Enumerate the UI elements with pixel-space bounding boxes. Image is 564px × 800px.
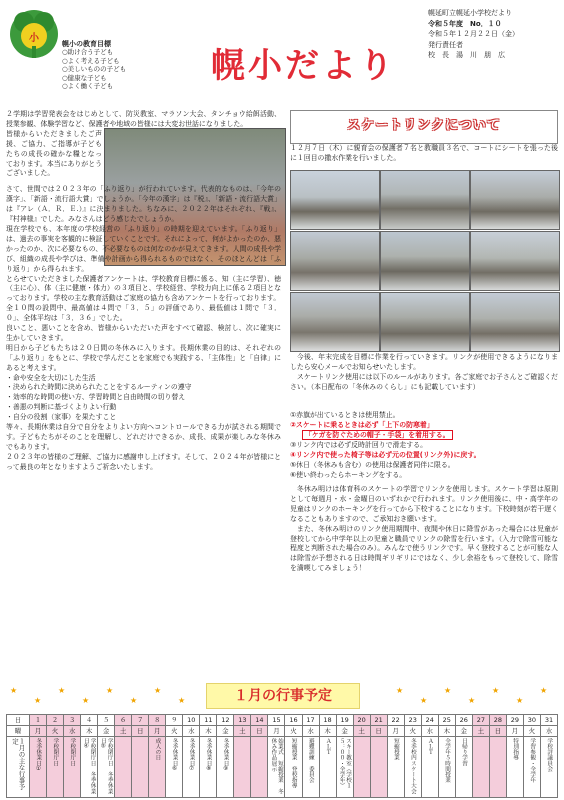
calendar-event-text: 冬季休業日⑥ — [171, 738, 178, 772]
star-decoration: ★ — [516, 696, 524, 705]
calendar-header-weekday: 曜 — [7, 726, 30, 737]
calendar-event-cell — [506, 737, 523, 798]
calendar-weekday: 木 — [81, 726, 98, 737]
calendar-weekday: 金 — [336, 726, 353, 737]
calendar-event-cell — [404, 737, 421, 798]
rule-item — [290, 440, 558, 450]
calendar-weekday: 火 — [166, 726, 183, 737]
title-char: だ — [285, 46, 319, 86]
events-title: １月の行事予定 — [206, 683, 360, 709]
calendar-event-cell — [47, 737, 64, 798]
rule-item: ⑥使い終わったらホーキングをする。 — [290, 471, 407, 479]
title-char: り — [359, 46, 393, 86]
calendar-weekday: 日 — [370, 726, 387, 737]
publisher-label: 発行責任者 — [428, 40, 463, 49]
star-decoration: ★ — [10, 686, 18, 695]
calendar-event-text: スキー教室（学校１５：００・全学年） — [338, 738, 352, 789]
calendar-event-text: 学習参観・全学年 — [529, 738, 536, 783]
paragraph: また、冬休み明けのリンク使用期間中、夜間や休日に降雪があった場合には児童が登校してから中学年以上の児童と職員でリンクの除雪を行います。（入力で除雪可能な程度と判断された場合のみ）。みんなで使うリンクです。早く登校することが可能な人は除雪が予想される日は時間ギリギリにではなく、少し余裕をもって登校して、除雪を満喫してみましょう！ — [290, 524, 558, 573]
calendar-day-number: 26 — [455, 715, 472, 726]
school-name: 幌延町立幌延小学校だより — [428, 9, 512, 17]
calendar-event-cell — [30, 737, 47, 798]
calendar-day-number: 12 — [217, 715, 234, 726]
calendar-weekday: 木 — [319, 726, 336, 737]
skate-notes — [290, 485, 558, 574]
calendar-event-cell — [353, 737, 370, 798]
calendar-weekday: 土 — [115, 726, 132, 737]
calendar-event-cell — [285, 737, 302, 798]
skate-photo — [380, 170, 470, 230]
calendar-weekday: 火 — [404, 726, 421, 737]
calendar-day-number: ４ — [81, 715, 98, 726]
title-char: よ — [322, 46, 356, 86]
calendar-weekday: 日 — [132, 726, 149, 737]
calendar-event-text: 冬季休業日① — [35, 738, 42, 772]
star-decoration: ★ — [178, 696, 186, 705]
rule-item — [290, 460, 558, 470]
calendar-day-number: ６ — [115, 715, 132, 726]
skate-photo — [290, 231, 380, 291]
skate-photo — [470, 292, 560, 352]
rule-item — [290, 450, 558, 460]
calendar-day-number: 24 — [421, 715, 438, 726]
principal-name: 校 長 湯 川 朋 広 — [428, 51, 505, 59]
paragraph: ２学期は学習発表会をはじめとして、防災教室、マラソン大会、タンチョウ給餌活動、授業参観、体験学習など、保護者や地域の皆様には大変お世話になりました。 — [6, 110, 281, 128]
calendar-event-text: 学校閉庁日 冬季休業日⑤ — [100, 738, 113, 794]
education-goals — [62, 40, 126, 90]
calendar-weekday: 月 — [268, 726, 285, 737]
star-decoration: ★ — [106, 686, 114, 695]
issue-number: 令和５年度 No．１０ — [428, 19, 502, 28]
calendar-event-cell — [132, 737, 149, 798]
list-item: ・決められた時間に決められたことをするルーティンの遵守 — [6, 383, 192, 392]
calendar-weekday-row — [7, 726, 558, 737]
calendar-weekday: 水 — [540, 726, 557, 737]
paragraph: 全１０問の設問中、最高値は４問で「３．５」の評価であり、最低値は１問で「３．０」、全体平均は「３．３６」でした。 — [6, 304, 281, 323]
calendar-event-cell — [251, 737, 268, 798]
calendar-day-number: ９ — [166, 715, 183, 726]
calendar-weekday: 日 — [251, 726, 268, 737]
calendar-day-number: 19 — [336, 715, 353, 726]
calendar-weekday: 土 — [234, 726, 251, 737]
calendar-day-number: 31 — [540, 715, 557, 726]
calendar-event-text: 冬季休業日⑨ — [222, 738, 229, 772]
calendar-day-number: 10 — [183, 715, 200, 726]
calendar-day-number: 11 — [200, 715, 217, 726]
calendar-day-number: 17 — [302, 715, 319, 726]
calendar-day-number: ２ — [47, 715, 64, 726]
calendar-event-cell — [268, 737, 285, 798]
calendar-weekday: 金 — [217, 726, 234, 737]
paragraph: 今後、年末完成を目標に作業を行っていきます。リンクが使用できるようになりましたら安心メールでお知らせいたします。 — [290, 353, 558, 371]
calendar-event-cell — [387, 737, 404, 798]
paragraph: 現在学校でも、本年度の学校経営の「ふり返り」の時期を迎えています。「ふり返り」は、過去の事実を客観的に検証していくことです。それによって、何がよかったのか、悪かったのか、次に必要なもの、不必要なものは何なのかが見えてきます。人間の成長や学び、組織の成長や学びは、準備や計画から得られるものではなく、そのほとんどは「ふり返り」から得られます。 — [6, 224, 281, 273]
calendar-day-number: 21 — [370, 715, 387, 726]
rule-item: ①赤旗が出ているときは使用禁止。 — [290, 411, 400, 419]
goals-title: 幌小の教育目標 — [62, 40, 111, 48]
paragraph: ２０２３年の皆様のご理解、ご協力に感謝申し上げます。そして、２０２４年が皆様にとって最良の年となりますようご祈念いたします。 — [6, 452, 281, 471]
goal-item: ○よく働く子ども — [62, 82, 114, 91]
skate-photo — [290, 170, 380, 230]
calendar-event-cell — [421, 737, 438, 798]
calendar-weekday: 火 — [47, 726, 64, 737]
calendar-weekday: 火 — [523, 726, 540, 737]
school-emblem-logo — [6, 6, 62, 62]
publication-info — [428, 8, 519, 61]
star-decoration: ★ — [420, 696, 428, 705]
calendar-event-cell — [455, 737, 472, 798]
calendar-event-cell — [166, 737, 183, 798]
calendar-event-cell — [438, 737, 455, 798]
calendar-day-number: ８ — [149, 715, 166, 726]
calendar-weekday: 日 — [489, 726, 506, 737]
calendar-day-number: 30 — [523, 715, 540, 726]
calendar-event-text: 特別指導 — [512, 738, 519, 761]
title-char: 小 — [248, 46, 282, 86]
paragraph: 明日から子どもたちは２０日間の冬休みに入ります。長期休業の目的は、それぞれの「ふり返り」をもとに、学校で学んだことを家庭でも実践する、「主体性」と「自律」にあると考えます。 — [6, 343, 281, 372]
calendar-event-text: 学校閉庁日 — [52, 738, 59, 766]
calendar-event-cell — [115, 737, 132, 798]
star-decoration: ★ — [58, 686, 66, 695]
calendar-event-cell — [319, 737, 336, 798]
rule-item — [290, 430, 558, 440]
paragraph: 良いこと、悪いことを含め、皆様からいただいた声をすべて確認、検討し、次に確実に生かしていきます。 — [6, 324, 281, 342]
calendar-event-text: 避難訓練 委員会 — [307, 738, 314, 783]
paragraph: とらせていただきました保護者アンケートは、学校教育目標に係る、知（主に学習）、徳（主に心）、体（主に健康・体力）の３項目と、学校経営、学校力向上に係る２項目となっております。学校の主な教育活動はご家庭の協力も含めアンケートを行っております。 — [6, 274, 281, 303]
calendar-weekday: 金 — [98, 726, 115, 737]
calendar-event-text: ＡＬＴ — [426, 738, 433, 755]
star-decoration: ★ — [34, 696, 42, 705]
paragraph: 等々、長期休業は自分で自分をよりよい方向へコントロールできる力が試される期間です。子どもたちがそのことを理解し、どれだけできるか、成長、成果が楽しみな冬休みでもあります。 — [6, 423, 281, 451]
calendar-event-text: 短縮授業 — [392, 738, 399, 761]
skate-photo — [470, 170, 560, 230]
calendar-weekday: 水 — [64, 726, 81, 737]
calendar-event-text: 全学年５時間授業 — [444, 738, 451, 783]
calendar-day-number: 25 — [438, 715, 455, 726]
rule-text: ②スケートに乗るときは必ず「上下の防寒着」 — [290, 421, 434, 429]
star-decoration: ★ — [154, 686, 162, 695]
skate-photo — [290, 292, 380, 352]
list-item: ・善悪の判断に基づくよりよい行動 — [6, 403, 117, 412]
calendar-day-number: 18 — [319, 715, 336, 726]
title-char: 幌 — [211, 46, 245, 86]
calendar-day-number: 14 — [251, 715, 268, 726]
calendar-day-number: ３ — [64, 715, 81, 726]
calendar-weekday: 土 — [472, 726, 489, 737]
calendar-event-cell — [234, 737, 251, 798]
calendar-day-number: 29 — [506, 715, 523, 726]
calendar-event-cell — [217, 737, 234, 798]
calendar-event-text: 始業式 短縮授業 冬休み作品展示 — [270, 738, 283, 794]
calendar-weekday: 水 — [183, 726, 200, 737]
calendar-event-text: 成人の日 — [154, 738, 161, 761]
goal-item: ○よく考える子ども — [62, 56, 120, 65]
rule-text: ③リンク内では必ず反時計回りで滑走する。 — [290, 441, 427, 449]
issue-date: 令和５年１２月２２日（金） — [428, 30, 519, 38]
calendar-event-text: 冬季休業日⑧ — [205, 738, 212, 772]
skate-body — [290, 353, 558, 393]
goal-item: ○美しいものの子ども — [62, 65, 127, 74]
rule-item — [290, 420, 558, 430]
calendar-weekday: 月 — [149, 726, 166, 737]
star-decoration: ★ — [540, 686, 548, 695]
calendar-event-row — [7, 737, 558, 798]
list-item: ・命や安全を大切にした生活 — [6, 373, 96, 382]
calendar-event-cell — [81, 737, 98, 798]
calendar-event-cell — [183, 737, 200, 798]
calendar-event-text: 学校評議員会 — [546, 738, 553, 772]
calendar-weekday: 月 — [387, 726, 404, 737]
calendar-weekday: 火 — [285, 726, 302, 737]
calendar-event-cell — [523, 737, 540, 798]
calendar-day-number: 28 — [489, 715, 506, 726]
star-decoration: ★ — [468, 696, 476, 705]
calendar-event-text: 冬季休業日⑦ — [188, 738, 195, 772]
calendar-day-number: １ — [30, 715, 47, 726]
skate-photo — [470, 231, 560, 291]
rule-text: ④リンク内で使った椅子等は必ず元の位置(リンク外)に戻す。 — [290, 451, 481, 459]
star-decoration: ★ — [396, 686, 404, 695]
skate-intro — [290, 144, 558, 164]
paragraph: スケートリンク使用には以下のルールがあります。各ご家庭でお子さんとご確認ください。（本日配布の「冬休みのくらし」にも記載しています） — [290, 372, 558, 391]
calendar-day-number: 22 — [387, 715, 404, 726]
star-decoration: ★ — [130, 696, 138, 705]
calendar-side-label — [7, 737, 30, 798]
calendar-event-cell — [98, 737, 115, 798]
calendar-event-cell — [200, 737, 217, 798]
goal-item: ○健康な子ども — [62, 73, 107, 82]
svg-text:小: 小 — [29, 33, 39, 44]
skate-rules — [290, 410, 558, 480]
skate-rink-heading — [290, 110, 558, 144]
calendar-header-day: 日 — [7, 715, 30, 726]
calendar-event-cell — [302, 737, 319, 798]
goal-item: ○助け合う子ども — [62, 48, 114, 57]
calendar-event-cell — [370, 737, 387, 798]
calendar-weekday: 水 — [302, 726, 319, 737]
side-label-text: １月の主な行事予定 — [11, 738, 26, 790]
rule-text: 「ケガを防ぐための帽子・手袋」を着用する。 — [302, 430, 453, 440]
calendar-event-cell — [472, 737, 489, 798]
list-item: ・効率的な時間の使い方、学習時間と自由時間の切り替え — [6, 393, 186, 402]
calendar-weekday: 土 — [353, 726, 370, 737]
paragraph: 冬休み明けは体育科のスケートの学習でリンクを使用します。スケート学習は原則として毎週月・水・金曜日のいずれかで行われます。リンク使用後に、中・高学年の児童はリンクのホーキングを行ってから下校することになります。下校時刻が若干遅くなることもありますので、ご承知おき願います。 — [290, 485, 558, 523]
principal-message — [6, 110, 281, 473]
calendar-weekday: 水 — [421, 726, 438, 737]
calendar-day-number: 23 — [404, 715, 421, 726]
calendar-day-number: ７ — [132, 715, 149, 726]
calendar-day-number: 15 — [268, 715, 285, 726]
star-decoration: ★ — [82, 696, 90, 705]
calendar-event-text: 冬季校内スケート大会 — [409, 738, 416, 794]
calendar-weekday: 金 — [455, 726, 472, 737]
paragraph: 皆様からいただきましたご声援、ご協力、ご指導が子どもたちの成長の確かな糧となっております。本当にありがとうございました。 — [6, 129, 102, 178]
calendar-weekday: 木 — [200, 726, 217, 737]
skate-photo — [380, 231, 470, 291]
calendar-event-text: ＡＬＴ — [324, 738, 331, 755]
calendar-weekday: 月 — [506, 726, 523, 737]
calendar-day-number: 20 — [353, 715, 370, 726]
calendar-day-number: 27 — [472, 715, 489, 726]
calendar-event-cell — [336, 737, 353, 798]
calendar-event-text: 学校閉庁日 冬季休業日④ — [83, 738, 96, 794]
calendar-event-cell — [64, 737, 81, 798]
calendar-event-cell — [149, 737, 166, 798]
calendar-day-row — [7, 715, 558, 726]
star-decoration: ★ — [444, 686, 452, 695]
calendar-weekday: 木 — [438, 726, 455, 737]
star-decoration: ★ — [492, 686, 500, 695]
skate-photo — [380, 292, 470, 352]
newsletter-title — [210, 38, 396, 98]
calendar-day-number: ５ — [98, 715, 115, 726]
calendar-event-text: 短縮授業 登校指導 — [290, 738, 297, 789]
paragraph: さて、世間では２０２３年の「ふり返り」が行われています。代表的なものは、「今年の漢字」、「新語・流行語大賞」でしょうか。「今年の漢字」は『税』、「新語・流行語大賞」は『アレ（Ａ．Ｒ．Ｅ.）』に決まりました。ちなみに、２０２２年はそれぞれ、『戦』、『村神様』でした。みなさんはどう感じたでしょうか。 — [6, 185, 281, 224]
calendar-event-text: 学校閉庁日 — [69, 738, 76, 766]
calendar-day-number: 16 — [285, 715, 302, 726]
calendar-day-number: 13 — [234, 715, 251, 726]
january-calendar — [6, 714, 558, 798]
paragraph: １２月７日（木）に親育会の保護者７名と教職員３名で、コートにシートを張った後に１回目の撒水作業を行いました。 — [290, 144, 558, 162]
calendar-event-text: 日帰り学習 — [461, 738, 468, 766]
rule-text: ⑤休日（冬休みも含む）の使用は保護者同伴に限る。 — [290, 461, 455, 469]
calendar-event-cell — [489, 737, 506, 798]
skate-title: スケートリンクについて — [347, 118, 501, 133]
calendar-weekday: 月 — [30, 726, 47, 737]
calendar-event-cell — [540, 737, 557, 798]
list-item: ・自分の役割（家事）を果たすこと — [6, 413, 117, 422]
